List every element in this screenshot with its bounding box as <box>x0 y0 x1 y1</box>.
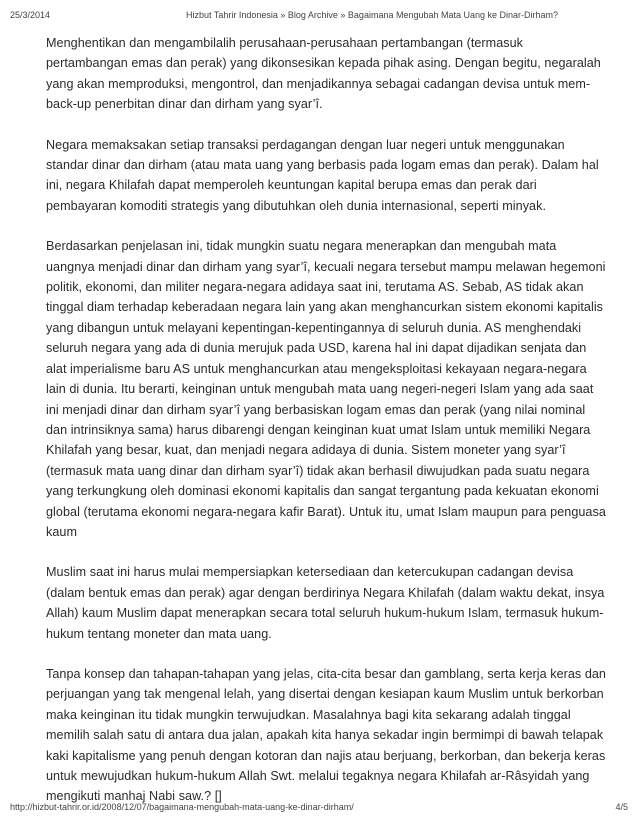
page-header <box>10 10 628 24</box>
page-number: 4/5 <box>615 802 628 812</box>
paragraph-3: Berdasarkan penjelasan ini, tidak mungkin suatu negara menerapkan dan mengubah mata uangnya menjadi dinar dan dirham yang syar’î, kecuali negara tersebut mampu melawan hegemoni politik, ekonomi, dan militer negara-negara adidaya saat ini, terutama AS. Sebab, AS tidak akan tinggal diam terhadap keberadaan negara lain yang akan menghancurkan sistem ekonomi kapitalis yang dibangun untuk melayani kepentingan-kepentingannya di seluruh dunia. AS menghendaki seluruh negara yang ada di dunia merujuk pada USD, karena hal ini dapat dijadikan senjata dan alat imperialisme baru AS untuk menghancurkan atau mengeksploitasi kekayaan negara-negara lain di dunia. Itu berarti, keinginan untuk mengubah mata uang negeri-negeri Islam yang ada saat ini menjadi dinar dan dirham syar’î yang berbasiskan logam emas dan perak (yang nilai nominal dan intrinsiknya sama) harus dibarengi dengan keinginan kuat umat Islam untuk memiliki Negara Khilafah yang besar, kuat, dan menjadi negara adidaya di dunia. Sistem moneter yang syar’î (termasuk mata uang dinar dan dirham syar’î) tidak akan berhasil diwujudkan pada suatu negara yang terkungkung oleh dominasi ekonomi kapitalis dan sangat tergantung pada kekuatan ekonomi global (terutama ekonomi negara-negara kafir Barat). Untuk itu, umat Islam maupun para penguasa kaum <box>46 239 606 539</box>
paragraph-1: Menghentikan dan mengambilalih perusahaan-perusahaan pertambangan (termasuk pertambangan emas dan perak) yang dikonsesikan kepada pihak asing. Dengan begitu, negaralah yang akan memproduksi, mengontrol, dan menjadikannya sebagai cadangan devisa untuk mem-back-up penerbitan dinar dan dirham yang syar’î. <box>46 36 601 112</box>
article-body <box>46 33 606 827</box>
page-title: Hizbut Tahrir Indonesia » Blog Archive » Bagaimana Mengubah Mata Uang ke Dinar-Dirham? <box>186 10 559 20</box>
print-date: 25/3/2014 <box>10 10 51 20</box>
paragraph-2: Negara memaksakan setiap transaksi perdagangan dengan luar negeri untuk menggunakan standar dinar dan dirham (atau mata uang yang berbasis pada logam emas dan perak). Dalam hal ini, negara Khilafah dapat memperoleh keuntungan kapital berupa emas dan perak dari pembayaran komoditi strategis yang dibutuhkan oleh dunia internasional, seperti minyak. <box>46 137 599 213</box>
page-footer <box>10 802 628 816</box>
paragraph-4: Muslim saat ini harus mulai mempersiapkan ketersediaan dan ketercukupan cadangan devisa (dalam bentuk emas dan perak) agar dengan berdirinya Negara Khilafah (dalam waktu dekat, insya Allah) kaum Muslim dapat menerapkan secara total seluruh hukum-hukum Islam, termasuk hukum-hukum tentang moneter dan mata uang. <box>46 565 605 641</box>
paragraph-5: Tanpa konsep dan tahapan-tahapan yang jelas, cita-cita besar dan gamblang, serta kerja keras dan perjuangan yang tak mengenal lelah, yang disertai dengan kesiapan kaum Muslim untuk berkorban maka keinginan itu tidak mungkin terwujudkan. Masalahnya bagi kita sekarang adalah tinggal memilih salah satu di antara dua jalan, apakah kita hanya sekadar ingin bermimpi di bawah telapak kaki kapitalisme yang penuh dengan kotoran dan najis atau berjuang, berkorban, dan bekerja keras untuk mewujudkan hukum-hukum Allah Swt. melalui tegaknya negara Khilafah ar-Râsyidah yang mengikuti manhaj Nabi saw.? [] <box>46 666 606 804</box>
source-url[interactable]: http://hizbut-tahrir.or.id/2008/12/07/bagaimana-mengubah-mata-uang-ke-dinar-dirham/ <box>10 802 354 812</box>
